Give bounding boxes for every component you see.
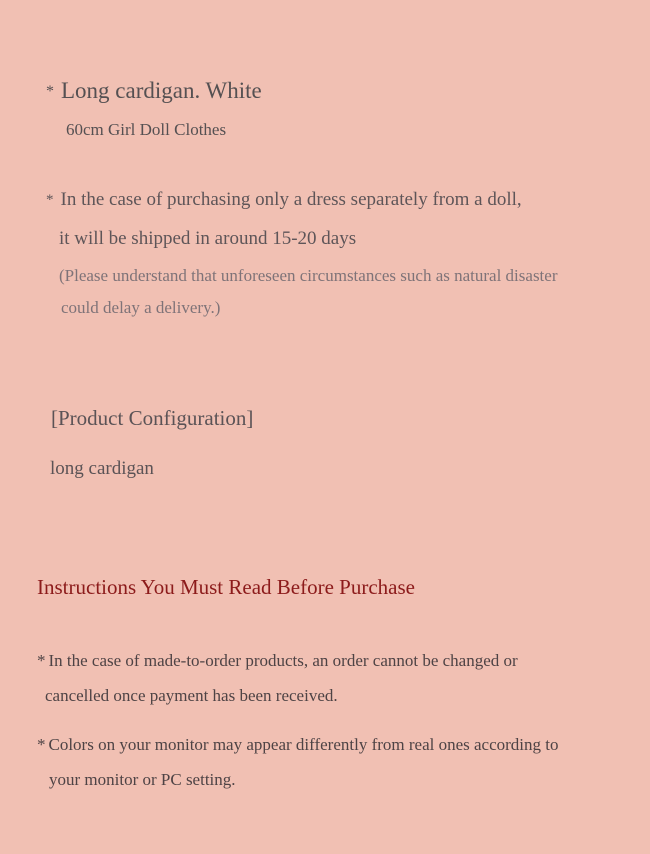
instruction-1-line-2: cancelled once payment has been received. [45,686,338,705]
instruction-2-line-2: your monitor or PC setting. [49,770,236,789]
product-configuration-heading: [Product Configuration] [51,406,254,430]
bullet-asterisk: * [37,735,46,754]
shipping-note-line-1: (Please understand that unforeseen circumstances such as natural disaster [59,266,558,285]
shipping-line-2: it will be shipped in around 15-20 days [59,228,357,249]
shipping-line-1-text: In the case of purchasing only a dress separately from a doll, [60,189,522,210]
bullet-asterisk: * [46,83,54,100]
product-title [46,78,262,104]
product-subtitle: 60cm Girl Doll Clothes [66,120,227,139]
instruction-1-line-1 [37,651,518,671]
product-configuration-item: long cardigan [50,458,154,479]
instruction-1-line-1-text: In the case of made-to-order products, an order cannot be changed or [48,651,518,670]
instruction-2-line-1 [37,735,559,755]
product-title-text: Long cardigan. White [61,78,262,103]
bullet-asterisk: * [37,651,46,670]
instruction-2-line-1-text: Colors on your monitor may appear differently from real ones according to [48,735,559,754]
instructions-heading: Instructions You Must Read Before Purchase [37,575,415,599]
bullet-asterisk: * [46,192,54,208]
shipping-note-line-2: could delay a delivery.) [61,298,221,317]
shipping-line-1 [46,189,522,211]
